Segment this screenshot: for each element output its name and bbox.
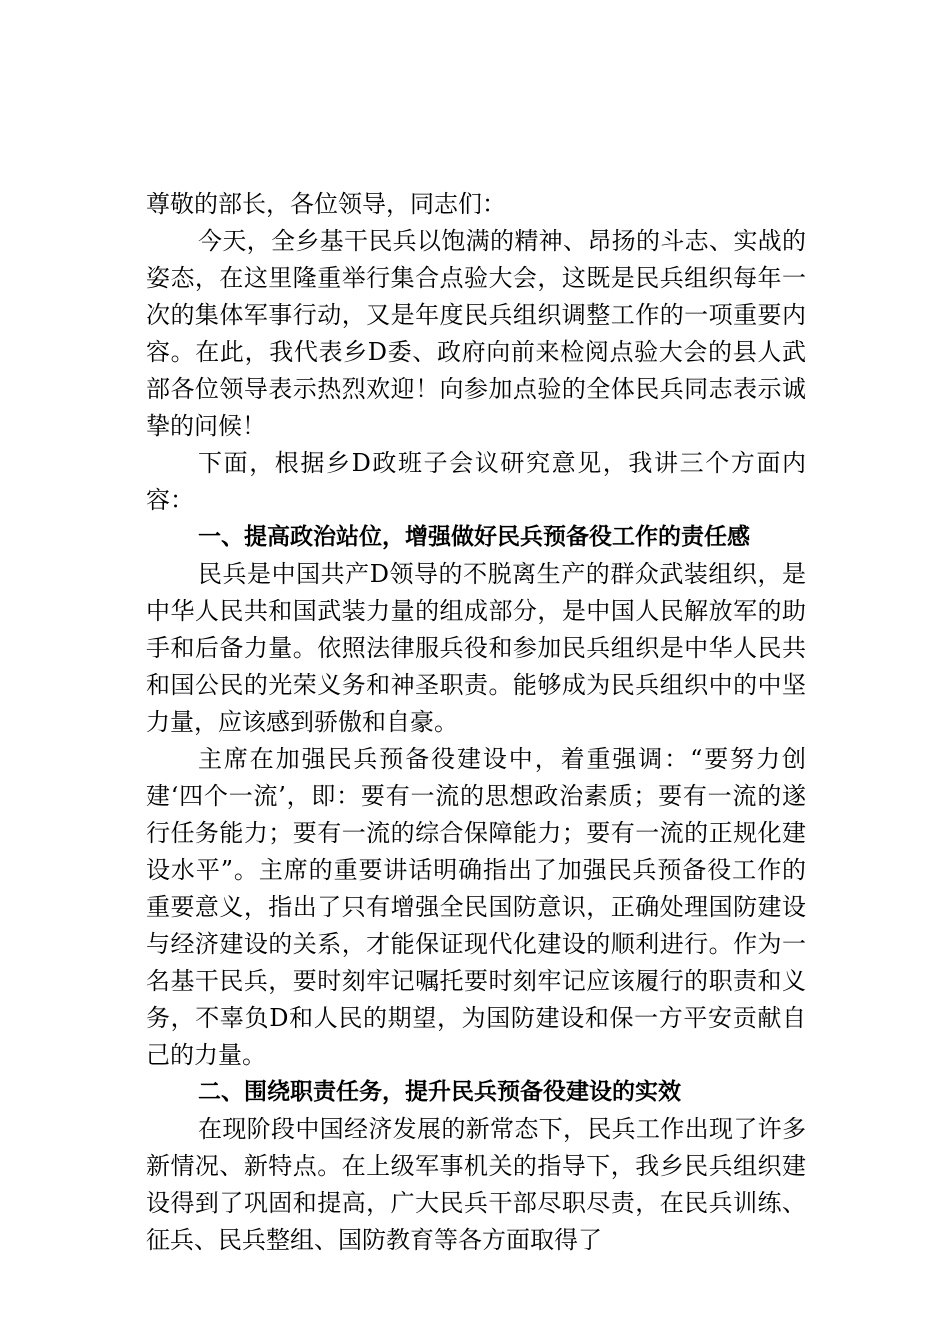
salutation: 尊敬的部长，各位领导，同志们：: [146, 190, 506, 218]
paragraph-new-normal: 在现阶段中国经济发展的新常态下，民兵工作出现了许多新情况、新特点。在上级军事机关的指导下，我乡民兵组织建设得到了巩固和提高，广大民兵干部尽职尽责，在民兵训练、征兵、民兵整组、国防教育等各方面取得了: [146, 1115, 806, 1254]
paragraph-outline: 下面，根据乡D政班子会议研究意见，我讲三个方面内容：: [146, 449, 806, 514]
paragraph-opening: 今天，全乡基干民兵以饱满的精神、昂扬的斗志、实战的姿态，在这里隆重举行集合点验大会，这既是民兵组织每年一次的集体军事行动，又是年度民兵组织调整工作的一项重要内容。在此，我代表乡D委、政府向前来检阅点验大会的县人武部各位领导表示热烈欢迎！向参加点验的全体民兵同志表示诚挚的问候！: [146, 227, 806, 440]
section-heading-1: 一、提高政治站位，增强做好民兵预备役工作的责任感: [198, 524, 750, 550]
document-body: [146, 186, 806, 1259]
section-heading-2: 二、围绕职责任务，提升民兵预备役建设的实效: [198, 1079, 681, 1105]
paragraph-militia-definition: 民兵是中国共产D领导的不脱离生产的群众武装组织，是中华人民共和国武装力量的组成部分，是中国人民解放军的助手和后备力量。依照法律服兵役和参加民兵组织是中华人民共和国公民的光荣义务和神圣职责。能够成为民兵组织中的中坚力量，应该感到骄傲和自豪。: [146, 560, 806, 736]
paragraph-chairman-speech: 主席在加强民兵预备役建设中，着重强调：“要努力创建‘四个一流’，即：要有一流的思想政治素质；要有一流的遂行任务能力；要有一流的综合保障能力；要有一流的正规化建设水平”。主席的重要讲话明确指出了加强民兵预备役工作的重要意义，指出了只有增强全民国防意识，正确处理国防建设与经济建设的关系，才能保证现代化建设的顺利进行。作为一名基干民兵，要时刻牢记嘱托要时刻牢记应该履行的职责和义务，不辜负D和人民的期望，为国防建设和保一方平安贡献自己的力量。: [146, 745, 806, 1069]
